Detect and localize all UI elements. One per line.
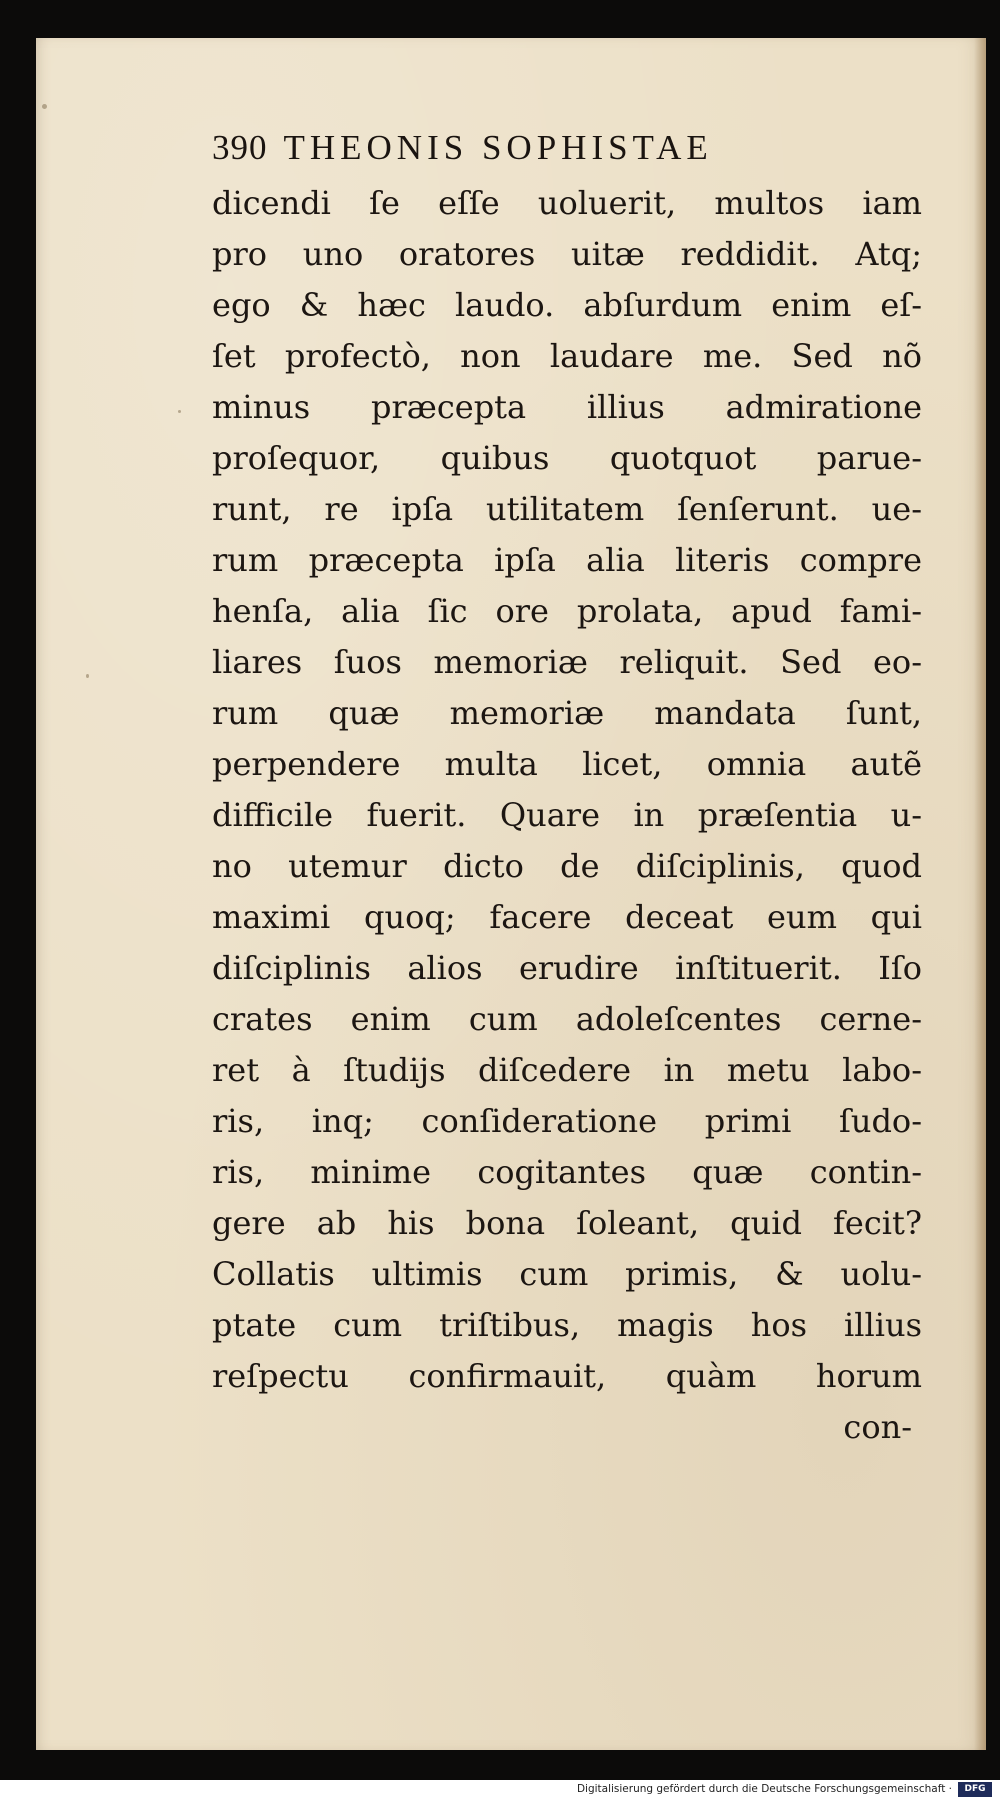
dfg-logo-icon: DFG <box>958 1782 992 1797</box>
text-line: minus præcepta illius admiratione <box>212 388 922 426</box>
text-line: ret à ſtudijs diſcedere in metu labo- <box>212 1051 922 1089</box>
text-line: crates enim cum adoleſcentes cerne- <box>212 1000 922 1038</box>
text-line: no utemur dicto de diſciplinis, quod <box>212 847 922 885</box>
text-line: henſa, alia ſic ore prolata, apud fami- <box>212 592 922 630</box>
foxing-spot <box>178 410 181 413</box>
text-line: Collatis ultimis cum primis, & uolu- <box>212 1255 922 1293</box>
text-line: maximi quoq; facere deceat eum qui <box>212 898 922 936</box>
text-line: dicendi ſe eſſe uoluerit, multos iam <box>212 184 922 222</box>
text-line: reſpectu confirmauit, quàm horum <box>212 1357 922 1395</box>
running-head <box>212 128 912 168</box>
digitization-credit: Digitalisierung gefördert durch die Deutsche Forschungsgemeinschaft · <box>576 1783 952 1795</box>
text-line: rum quæ memoriæ mandata ſunt, <box>212 694 922 732</box>
text-line: diſciplinis alios erudire inſtituerit. Iſo <box>212 949 922 987</box>
page-number: 390 <box>212 128 268 167</box>
text-line: gere ab his bona ſoleant, quid fecit? <box>212 1204 922 1242</box>
text-line: ſet profectò, non laudare me. Sed nõ <box>212 337 922 375</box>
text-line: ptate cum triſtibus, magis hos illius <box>212 1306 922 1344</box>
text-line: ris, inq; conſideratione primi ſudo- <box>212 1102 922 1140</box>
foxing-spot <box>42 104 47 109</box>
catchword: con- <box>843 1408 912 1446</box>
running-title: THEONIS SOPHISTAE <box>283 128 713 167</box>
text-line: ego & hæc laudo. abſurdum enim eſ- <box>212 286 922 324</box>
text-line: proſequor, quibus quotquot parue- <box>212 439 922 477</box>
text-line: rum præcepta ipſa alia literis compre <box>212 541 922 579</box>
body-text <box>212 178 922 1453</box>
page-edge-shadow <box>974 38 986 1750</box>
text-line: runt, re ipſa utilitatem ſenſerunt. ue- <box>212 490 922 528</box>
text-line: ris, minime cogitantes quæ contin- <box>212 1153 922 1191</box>
text-line: perpendere multa licet, omnia autẽ <box>212 745 922 783</box>
text-line: difficile fuerit. Quare in præſentia u- <box>212 796 922 834</box>
text-line: liares ſuos memoriæ reliquit. Sed eo- <box>212 643 922 681</box>
foxing-spot <box>86 674 89 678</box>
text-line: pro uno oratores uitæ reddidit. Atq; <box>212 235 922 273</box>
